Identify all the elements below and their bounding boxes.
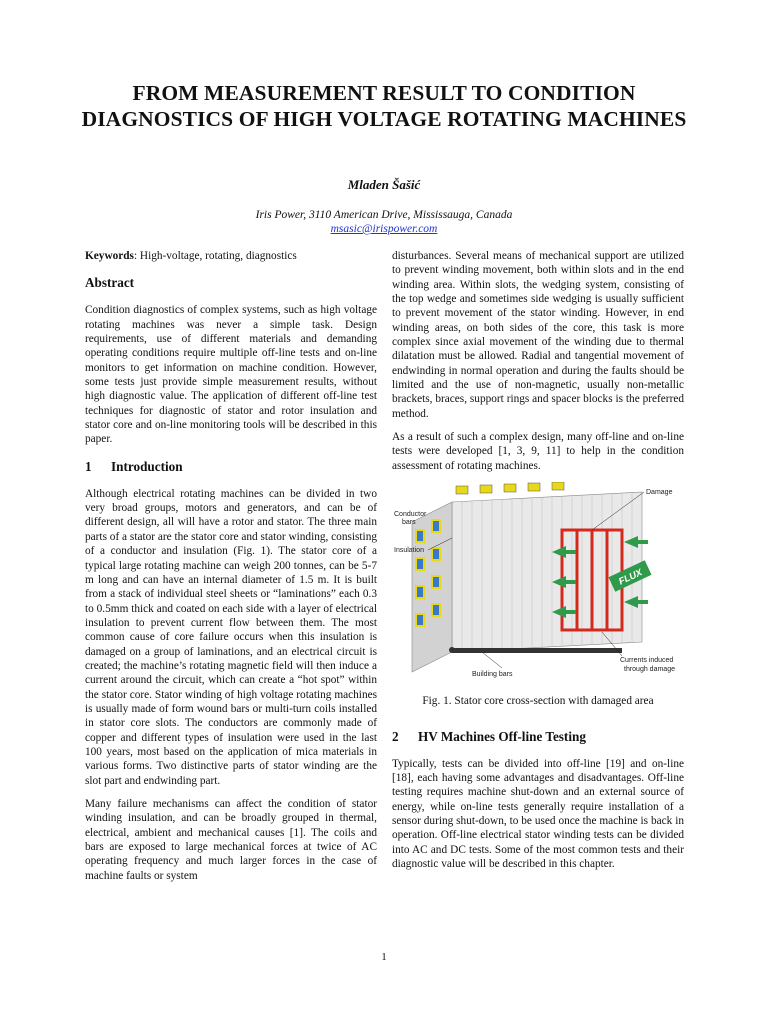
author-name: Mladen Šašić: [347, 177, 421, 192]
keywords-label: Keywords: [85, 250, 134, 262]
flux-label: FLUX: [617, 567, 645, 588]
paper-title: FROM MEASUREMENT RESULT TO CONDITION DIAGNOSTICS OF HIGH VOLTAGE ROTATING MACHINES: [81, 81, 687, 131]
label-currents-2: through damage: [624, 666, 675, 674]
intro-paragraph-1: Although electrical rotating machines can be divided in two very broad groups, motors and generators, and can be of different design, all will have a rotor and stator. The three main parts of a stator are the stator core and stator winding, consisting of a conductor and insulation (Fig. 1). The stator core of a typical large rotating machine can weigh 200 tonnes, can be 5-7 m long and can have an internal diameter of 1.5 m. It is built from a stack of individual steel sheets or “laminations” each 0.3 to 0.5mm thick and coated on each side with a layer of electrical insulation to prevent current flow between them. The most common cause of core failure occurs when this insulation is damaged on a group of laminations, and an electrical circuit is created; the machine’s rotating magnetic field will then induce a current around the circuit, which can create a “hot spot” within the stator core. Stator winding of high voltage rotating machines is usually made of form wound bars or multi-turn coils installed in stator core slots. The conductors are commonly made of copper and different types of insulation were used in the last 100 years, most based on the application of mica materials in various forms. Two distinctive parts of stator winding are the slot part and endwinding part.: [85, 487, 377, 787]
keywords: [85, 249, 377, 263]
left-column: [85, 249, 377, 892]
author-email-link[interactable]: msasic@irispower.com: [330, 223, 438, 235]
abstract-text: Condition diagnostics of complex systems, such as high voltage rotating machines was never a simple task. Design requirements, use of different materials and demanding operating conditions require multiple off-line tests and on-line monitors to get information on machine condition. However, some tests just provide simple measurement results, without high diagnostic value. The application of different off-line test techniques for diagnostic of stator and rotor insulation and stator core and on-line monitoring tools will be described in this paper.: [85, 304, 377, 446]
intro-paragraph-2: Many failure mechanisms can affect the condition of stator winding insulation, and can be broadly grouped in thermal, electrical, ambient and mechanical causes [1]. The coils and bars are exposed to large mechanical forces at twice of AC operating frequency and much larger forces in the case of machine faults or system: [85, 798, 377, 882]
keywords-text: : High-voltage, rotating, diagnostics: [133, 250, 297, 262]
offline-testing-paragraph: Typically, tests can be divided into off-line [19] and on-line [18], each having some advantages and disadvantages. Off-line testing requires machine shut-down and an external source of energy, while on-line tests generally require installation of a sensor during shut-down, to be used once the machine is back in operation. Off-line electrical stator winding tests can be divided into AC and DC tests. Some of the most common tests and their diagnostic value will be described in this chapter.: [392, 757, 684, 870]
label-insulation: Insulation: [394, 547, 424, 555]
affiliation: Iris Power, 3110 American Drive, Mississauga, Canada: [255, 209, 513, 221]
stator-core-figure: [392, 482, 684, 688]
intro-paragraph-4: As a result of such a complex design, many off-line and on-line tests were developed [1, 3, 9, 11] to help in the condition assessment of rotating machines.: [392, 431, 684, 472]
label-building-bars: Building bars: [472, 671, 513, 679]
section1-number: 1: [85, 458, 92, 474]
section1-heading: [85, 459, 377, 475]
label-currents-1: Currents induced: [620, 657, 674, 665]
section1-title: Introduction: [111, 458, 183, 474]
figure-caption: Fig. 1. Stator core cross-section with damaged area: [422, 695, 654, 708]
stator-core-illustration: [392, 482, 684, 688]
intro-paragraph-3: disturbances. Several means of mechanical support are utilized to prevent winding movement, both within slots and in the end winding area. Within slots, the wedging system, consisting of the top wedge and sometimes side wedging is usually sufficient to prevent movement of the stator winding. However, in end winding areas, on both sides of the core, this task is more complex since axial movement of the winding due to thermal dilatation must be allowed. Radial and tangential movement of endwinding in normal operation and during the faults should be limited and the use of non-magnetic, usually non-metallic brackets, braces, support rings and spacer blocks is the preferred method.: [392, 250, 684, 420]
section2-title: HV Machines Off-line Testing: [418, 728, 586, 744]
label-conductor: Conductor: [394, 511, 427, 519]
label-bars: bars: [402, 519, 416, 527]
section2-heading: [392, 729, 684, 745]
label-damage: Damage: [646, 489, 673, 497]
abstract-heading: Abstract: [85, 275, 135, 291]
right-column: [392, 249, 684, 880]
affiliation-block: [0, 208, 768, 236]
slot-conductors: [456, 482, 564, 494]
page-number: 1: [381, 951, 387, 963]
section2-number: 2: [392, 728, 399, 744]
